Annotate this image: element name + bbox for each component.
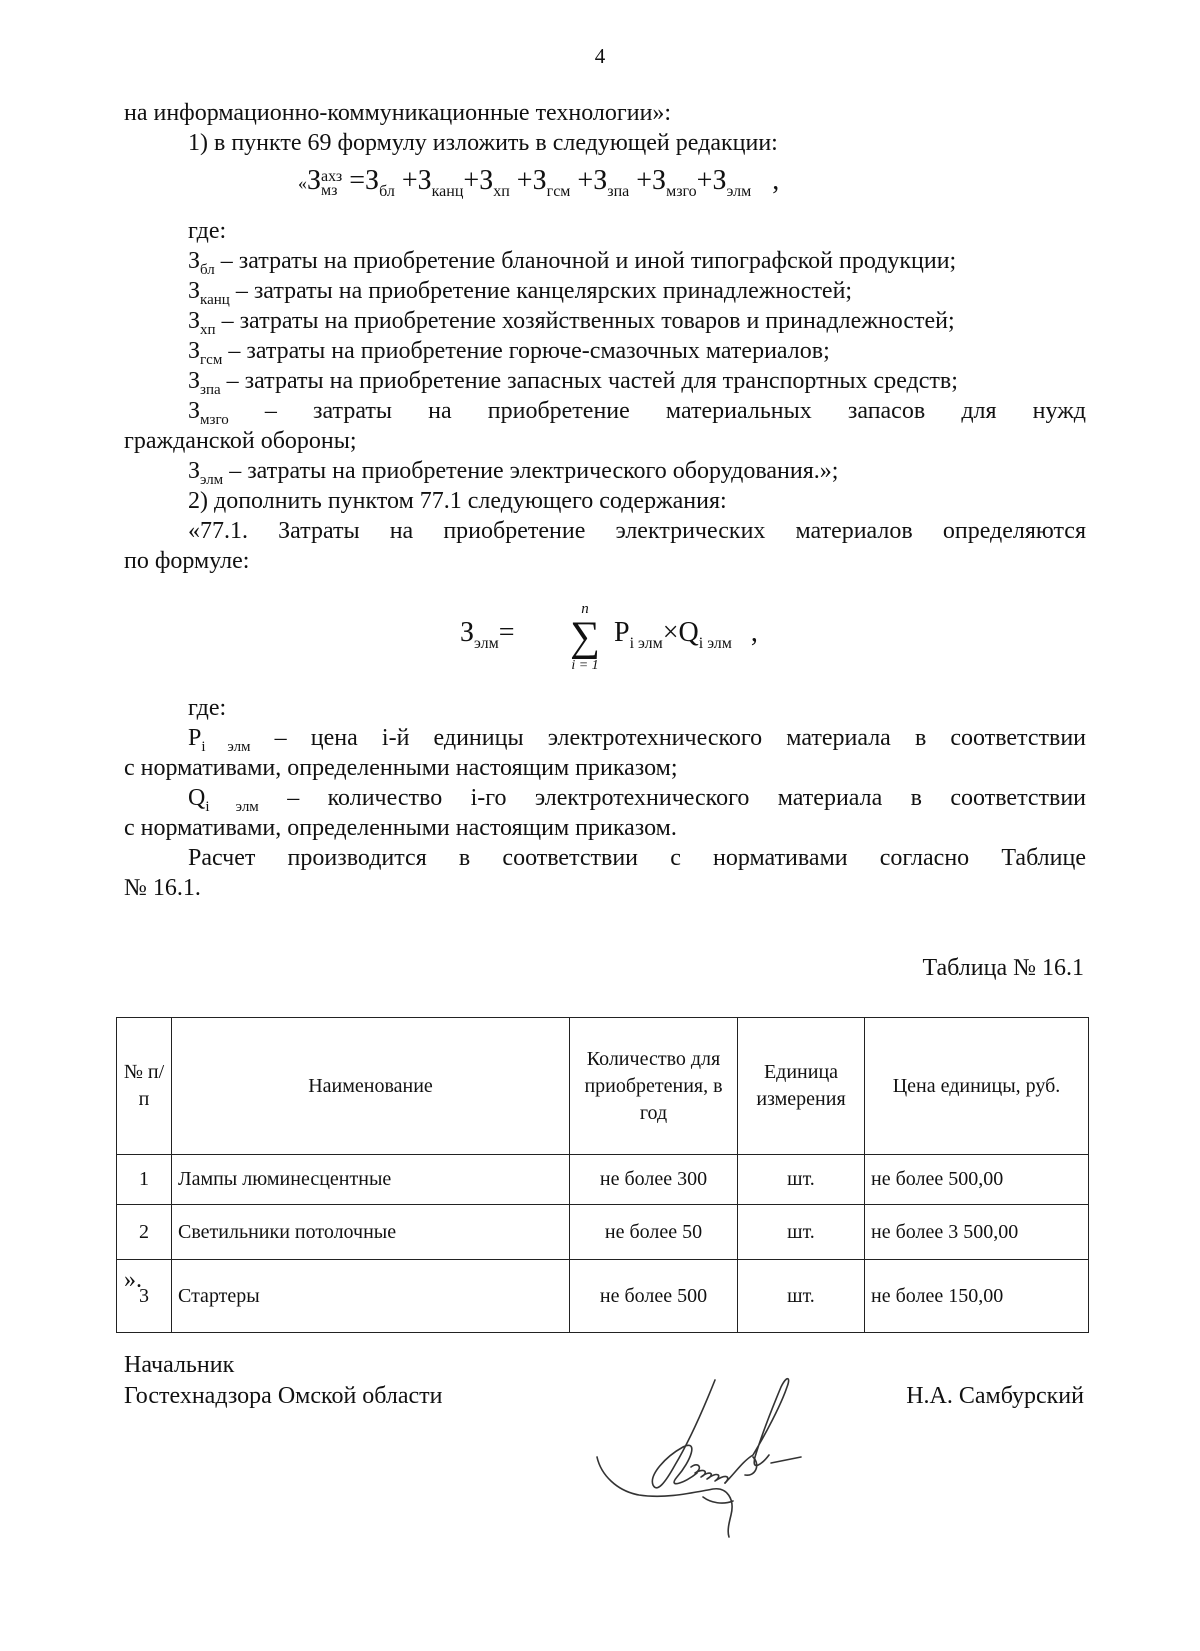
paragraph-item-2: 2) дополнить пунктом 77.1 следующего содержания:: [188, 488, 727, 514]
paragraph-calculation: Расчет производится в соответствии с нормативами согласно Таблице: [188, 845, 1086, 871]
cell-name: Стартеры: [172, 1260, 570, 1333]
where-label-2: где:: [188, 695, 227, 721]
header-price: Цена единицы, руб.: [865, 1018, 1089, 1155]
formula-2-lhs: $З_{элм}=$: [460, 617, 515, 652]
cell-price: не более 150,00: [865, 1260, 1089, 1333]
cell-number: 1: [117, 1155, 172, 1205]
paragraph-item-1: 1) в пункте 69 формулу изложить в следующей редакции:: [188, 130, 778, 156]
closing-quote: ».: [124, 1267, 142, 1293]
cell-unit: шт.: [738, 1260, 865, 1333]
paragraph-intro: на информационно-коммуникационные технологии»:: [124, 100, 672, 126]
definition-p-cont: с нормативами, определенными настоящим приказом;: [124, 755, 678, 781]
formula-1-sup: ахз: [321, 168, 343, 185]
header-number: № п/п: [117, 1018, 172, 1155]
table-row: [117, 1155, 1089, 1205]
summation-sign: n ∑ i = 1: [570, 601, 600, 673]
definition-bl: $З_{бл}$ – затраты на приобретение бланочной и иной типографской продукции;: [188, 248, 957, 278]
handwritten-signature: [595, 1365, 825, 1545]
header-unit: Единица измерения: [738, 1018, 865, 1155]
paragraph-77-1: «77.1. Затраты на приобретение электрических материалов определяются: [188, 518, 1086, 544]
cell-unit: шт.: [738, 1155, 865, 1205]
definition-mzgo-cont: гражданской обороны;: [124, 428, 357, 454]
cell-quantity: не более 500: [570, 1260, 738, 1333]
definition-zpa: $З_{зпа}$ – затраты на приобретение запасных частей для транспортных средств;: [188, 368, 958, 398]
paragraph-77-1-cont: по формуле:: [124, 548, 250, 574]
cell-name: Светильники потолочные: [172, 1205, 570, 1260]
signatory-name: Н.А. Самбурский: [906, 1383, 1084, 1409]
formula-1: «З ахз мз $=З_{бл} +З_{канц}+З_{хп} +З_{гсм} +З_{зпа} +З_{мзго}+З_{элм}$ ,: [298, 165, 780, 200]
cell-number: 2: [117, 1205, 172, 1260]
table-header-row: [117, 1018, 1089, 1155]
header-name: Наименование: [172, 1018, 570, 1155]
paragraph-calculation-cont: № 16.1.: [124, 875, 201, 901]
cell-price: не более 3 500,00: [865, 1205, 1089, 1260]
definition-gsm: $З_{гсм}$ – затраты на приобретение горюче-смазочных материалов;: [188, 338, 830, 368]
table-row: [117, 1260, 1089, 1333]
where-label-1: где:: [188, 218, 227, 244]
cell-number: 3: [117, 1260, 172, 1333]
definition-p: $P_{i элм}$ – цена i-й единицы электротехнического материала в соответствии: [188, 725, 1087, 755]
signatory-position: Начальник Гостехнадзора Омской области: [124, 1352, 443, 1409]
formula-1-open-quote: «: [298, 173, 307, 193]
definition-q-cont: с нормативами, определенными настоящим приказом.: [124, 815, 677, 841]
definition-elm: $З_{элм}$ – затраты на приобретение электрического оборудования.»;: [188, 458, 839, 488]
cell-name: Лампы люминесцентные: [172, 1155, 570, 1205]
cell-quantity: не более 300: [570, 1155, 738, 1205]
definition-hp: $З_{хп}$ – затраты на приобретение хозяйственных товаров и принадлежностей;: [188, 308, 955, 338]
definition-kanc: $З_{канц}$ – затраты на приобретение канцелярских принадлежностей;: [188, 278, 853, 308]
page-number: 4: [594, 44, 606, 68]
table-row: [117, 1205, 1089, 1260]
formula-1-sub: мз: [321, 182, 338, 199]
cell-price: не более 500,00: [865, 1155, 1089, 1205]
formula-2-rhs: $P_{i элм}\times Q_{i элм}$ ,: [614, 617, 758, 652]
header-quantity: Количество для приобретения, в год: [570, 1018, 738, 1155]
definition-mzgo: $З_{мзго}$ – затраты на приобретение материальных запасов для нужд: [188, 398, 1087, 428]
cell-unit: шт.: [738, 1205, 865, 1260]
cell-quantity: не более 50: [570, 1205, 738, 1260]
table-caption: Таблица № 16.1: [922, 955, 1084, 981]
definition-q: $Q_{i элм}$ – количество i-го электротехнического материала в соответствии: [188, 785, 1087, 815]
normatives-table: [116, 1017, 1089, 1333]
